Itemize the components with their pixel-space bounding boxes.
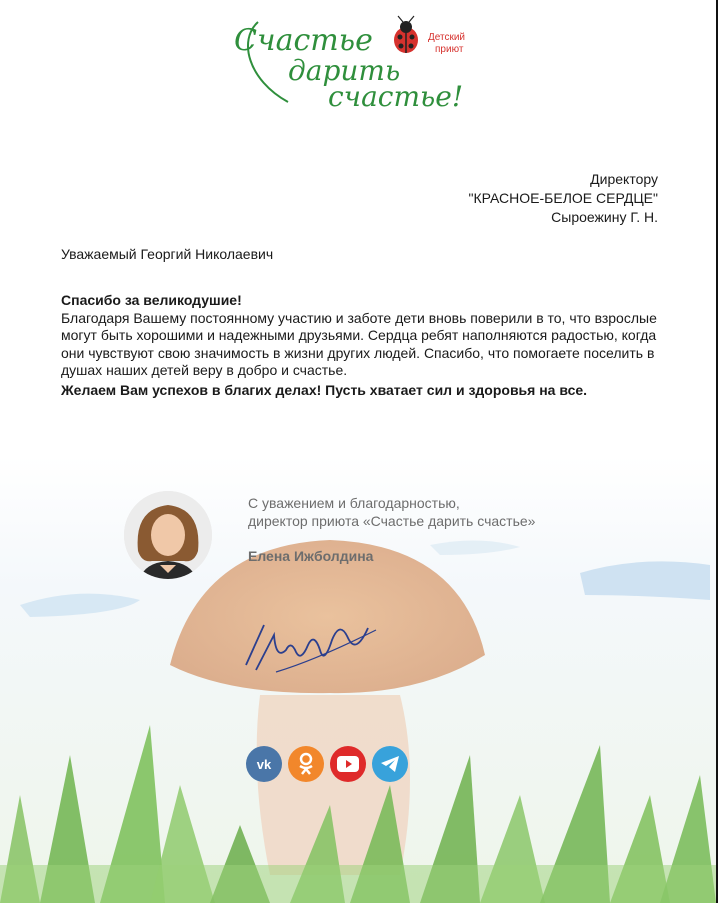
letter-paragraph: Благодаря Вашему постоянному участию и заботе дети вновь поверили в то, что взрослые могут быть хорошими и надежными друзьями. Сердца ребят наполняются радостью, когда они чувствуют свою значимость в жизни других людей. Спасибо, что помогаете поселить в душах наших детей веру в добро и счастье. (61, 309, 657, 378)
logo (228, 10, 498, 120)
telegram-icon[interactable] (372, 746, 408, 782)
closing-text (248, 494, 535, 530)
vk-icon[interactable] (246, 746, 282, 782)
social-links (246, 746, 408, 782)
vk-label: vk (256, 756, 272, 772)
logo-subtitle-line2: приют (435, 44, 464, 55)
addressee-company: "КРАСНОЕ-БЕЛОЕ СЕРДЦЕ" (468, 190, 658, 206)
odnoklassniki-icon[interactable] (288, 746, 324, 782)
logo-line1: Счастье (234, 23, 373, 58)
person-photo (124, 491, 212, 579)
closing-line2: директор приюта «Счастье дарить счастье» (248, 513, 536, 529)
avatar (124, 491, 212, 579)
logo-subtitle-line1: Детский (428, 32, 466, 43)
logo-line3: счастье! (328, 80, 464, 113)
addressee-block (469, 170, 659, 227)
thanks-heading: Спасибо за великодушие! (61, 292, 242, 308)
greeting: Уважаемый Георгий Николаевич (61, 246, 274, 262)
closing-line1: С уважением и благодарностью, (248, 495, 460, 511)
handwritten-signature (236, 610, 386, 690)
letter-body (61, 292, 666, 399)
addressee-title: Директору (590, 171, 658, 187)
ladybug-icon (394, 16, 418, 53)
addressee-name: Сыроежину Г. Н. (551, 209, 658, 225)
signer-name: Елена Ижболдина (248, 548, 374, 564)
youtube-icon[interactable] (330, 746, 366, 782)
logo-line2: дарить (288, 54, 401, 87)
wish-line: Желаем Вам успехов в благих делах! Пусть хватает сил и здоровья на все. (61, 381, 588, 398)
